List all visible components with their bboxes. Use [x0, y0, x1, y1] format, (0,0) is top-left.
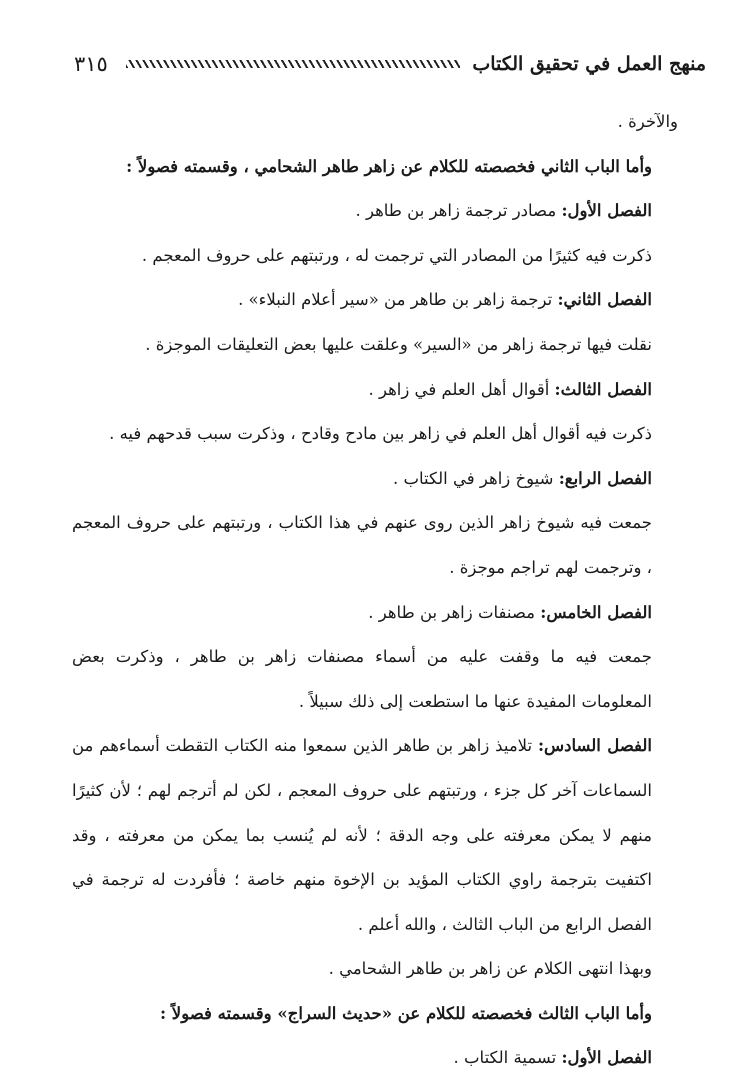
paragraph-10: جمعت فيه شيوخ زاهر الذين روى عنهم في هذا الكتاب ، ورتبتهم على حروف المعجم ، وترجمت لهم تراجم موجزة .: [72, 513, 652, 577]
paragraph-6: نقلت فيها ترجمة زاهر من «السير» وعلقت عليها بعض التعليقات الموجزة .: [145, 334, 652, 354]
chapter-3-heading: الفصل الثالث: أقوال أهل العلم في زاهر .: [368, 379, 652, 399]
page-header: [74, 46, 706, 82]
chapter-1-heading: الفصل الأول: مصادر ترجمة زاهر بن طاهر .: [355, 201, 652, 221]
chapter-6-paragraph: الفصل السادس: تلاميذ زاهر بن طاهر الذين سمعوا منه الكتاب التقطت أسماءهم من السماعات آخر كل جزء ، ورتبتهم على حروف المعجم ، لكن لم أترجم لهم ؛ لأن كثيرًا منهم لا يمكن معرفته على وجه الدقة ؛ لأنه لم يُنسب بما يمكن من معرفته ، وقد اكتفيت بترجمة راوي الكتاب المؤيد بن الإخوة منهم خاصة ؛ فأفردت له ترجمة في الفصل الرابع من الباب الثالث ، والله أعلم .: [72, 736, 652, 934]
paragraph-8: ذكرت فيه أقوال أهل العلم في زاهر بين مادح وقادح ، وذكرت سبب قدحهم فيه .: [109, 424, 652, 444]
paragraph-15: وأما الباب الثالث فخصصته للكلام عن «حديث السراج» وقسمته فصولاً :: [159, 1003, 652, 1023]
page-number: ٣١٥: [74, 52, 108, 76]
paragraph-1: والآخرة .: [617, 112, 678, 131]
paragraph-2: وأما الباب الثاني فخصصته للكلام عن زاهر طاهر الشحامي ، وقسمته فصولاً :: [126, 156, 652, 176]
paragraph-12: جمعت فيه ما وقفت عليه من أسماء مصنفات زاهر بن طاهر ، وذكرت بعض المعلومات المفيدة عنها ما استطعت إلى ذلك سبيلاً .: [72, 647, 652, 711]
header-rule: [126, 60, 461, 68]
page-body: [72, 100, 678, 1081]
paragraph-14: وبهذا انتهى الكلام عن زاهر بن طاهر الشحامي .: [328, 959, 652, 979]
paragraph-4: ذكرت فيه كثيرًا من المصادر التي ترجمت له ، ورتبتهم على حروف المعجم .: [141, 245, 652, 265]
chapter-1b-heading: الفصل الأول: تسمية الكتاب .: [453, 1048, 652, 1068]
chapter-5-heading: الفصل الخامس: مصنفات زاهر بن طاهر .: [368, 602, 652, 622]
chapter-2-heading: الفصل الثاني: ترجمة زاهر بن طاهر من «سير أعلام النبلاء» .: [238, 290, 652, 310]
running-title: منهج العمل في تحقيق الكتاب: [472, 53, 706, 75]
chapter-4-heading: الفصل الرابع: شيوخ زاهر في الكتاب .: [393, 468, 652, 488]
